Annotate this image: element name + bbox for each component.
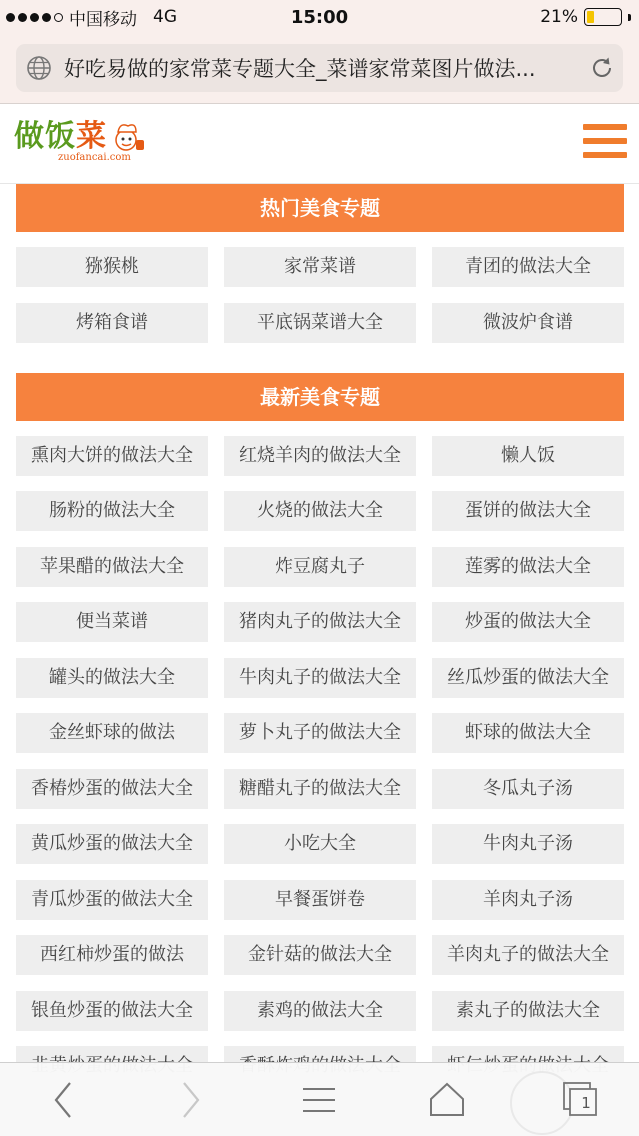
chef-mascot-icon — [110, 120, 146, 160]
new-topic-link[interactable]: 肠粉的做法大全 — [16, 491, 208, 531]
hamburger-menu-icon[interactable] — [583, 124, 627, 166]
chevron-right-icon — [168, 1077, 214, 1123]
new-topic-link[interactable]: 罐头的做法大全 — [16, 658, 208, 698]
new-topic-link[interactable]: 便当菜谱 — [16, 602, 208, 642]
main-content — [16, 184, 624, 1086]
menu-button[interactable] — [296, 1077, 342, 1123]
reload-icon[interactable] — [589, 55, 615, 81]
new-topic-link[interactable]: 素丸子的做法大全 — [432, 991, 624, 1031]
new-topic-link[interactable]: 莲雾的做法大全 — [432, 547, 624, 587]
new-topic-link[interactable]: 早餐蛋饼卷 — [224, 880, 416, 920]
battery-icon — [584, 8, 622, 26]
new-topic-link[interactable]: 素鸡的做法大全 — [224, 991, 416, 1031]
home-icon — [424, 1077, 470, 1123]
new-topic-link[interactable]: 小吃大全 — [224, 824, 416, 864]
browser-toolbar — [0, 1062, 639, 1136]
logo-domain: zuofancai.com — [58, 152, 131, 163]
new-topic-link[interactable]: 红烧羊肉的做法大全 — [224, 436, 416, 476]
logo-text-main: 做饭 — [14, 119, 76, 154]
address-bar[interactable] — [16, 44, 623, 92]
new-topic-grid — [16, 436, 624, 1087]
hot-topic-link[interactable]: 猕猴桃 — [16, 247, 208, 287]
hot-topic-link[interactable]: 青团的做法大全 — [432, 247, 624, 287]
new-topic-link[interactable]: 金丝虾球的做法 — [16, 713, 208, 753]
new-topic-link[interactable]: 猪肉丸子的做法大全 — [224, 602, 416, 642]
new-topic-link[interactable]: 懒人饭 — [432, 436, 624, 476]
new-topic-link[interactable]: 黄瓜炒蛋的做法大全 — [16, 824, 208, 864]
hot-topic-link[interactable]: 微波炉食谱 — [432, 303, 624, 343]
new-topic-link[interactable]: 牛肉丸子汤 — [432, 824, 624, 864]
hot-topic-link[interactable]: 家常菜谱 — [224, 247, 416, 287]
chevron-left-icon — [40, 1077, 86, 1123]
page-title[interactable]: 好吃易做的家常菜专题大全_菜谱家常菜图片做法... — [64, 57, 536, 81]
new-topic-link[interactable]: 炸豆腐丸子 — [224, 547, 416, 587]
new-topic-link[interactable]: 牛肉丸子的做法大全 — [224, 658, 416, 698]
new-topic-link[interactable]: 萝卜丸子的做法大全 — [224, 713, 416, 753]
back-button[interactable] — [40, 1077, 86, 1123]
new-topic-link[interactable]: 冬瓜丸子汤 — [432, 769, 624, 809]
network-type: 4G — [153, 7, 177, 27]
tab-count: 1 — [581, 1094, 591, 1112]
new-section-title: 最新美食专题 — [16, 373, 624, 421]
new-topic-link[interactable]: 金针菇的做法大全 — [224, 935, 416, 975]
new-topic-link[interactable]: 苹果醋的做法大全 — [16, 547, 208, 587]
list-icon — [296, 1077, 342, 1123]
globe-icon — [26, 55, 52, 81]
hot-section-title: 热门美食专题 — [16, 184, 624, 232]
new-topic-link[interactable]: 虾球的做法大全 — [432, 713, 624, 753]
site-logo[interactable] — [14, 118, 144, 174]
site-header — [0, 104, 639, 184]
home-button[interactable] — [424, 1077, 470, 1123]
new-topic-link[interactable]: 炒蛋的做法大全 — [432, 602, 624, 642]
new-topic-link[interactable]: 羊肉丸子汤 — [432, 880, 624, 920]
browser-address-area — [0, 34, 639, 104]
new-topic-link[interactable]: 银鱼炒蛋的做法大全 — [16, 991, 208, 1031]
forward-button[interactable] — [168, 1077, 214, 1123]
new-topic-link[interactable]: 火烧的做法大全 — [224, 491, 416, 531]
carrier-name: 中国移动 — [69, 9, 137, 30]
new-topic-link[interactable]: 糖醋丸子的做法大全 — [224, 769, 416, 809]
hot-topic-link[interactable]: 平底锅菜谱大全 — [224, 303, 416, 343]
logo-text-accent: 菜 — [76, 119, 107, 154]
hot-topic-grid — [16, 247, 624, 343]
new-topic-link[interactable]: 羊肉丸子的做法大全 — [432, 935, 624, 975]
battery-percent: 21% — [540, 7, 578, 27]
new-topic-link[interactable]: 蛋饼的做法大全 — [432, 491, 624, 531]
hot-topic-link[interactable]: 烤箱食谱 — [16, 303, 208, 343]
new-topic-link[interactable]: 香椿炒蛋的做法大全 — [16, 769, 208, 809]
status-bar — [0, 0, 639, 34]
new-topic-link[interactable]: 青瓜炒蛋的做法大全 — [16, 880, 208, 920]
new-topic-link[interactable]: 西红柿炒蛋的做法 — [16, 935, 208, 975]
new-topic-link[interactable]: 丝瓜炒蛋的做法大全 — [432, 658, 624, 698]
new-topic-link[interactable]: 熏肉大饼的做法大全 — [16, 436, 208, 476]
clock: 15:00 — [290, 7, 349, 28]
battery-status — [540, 7, 631, 27]
tabs-button[interactable] — [558, 1077, 604, 1123]
